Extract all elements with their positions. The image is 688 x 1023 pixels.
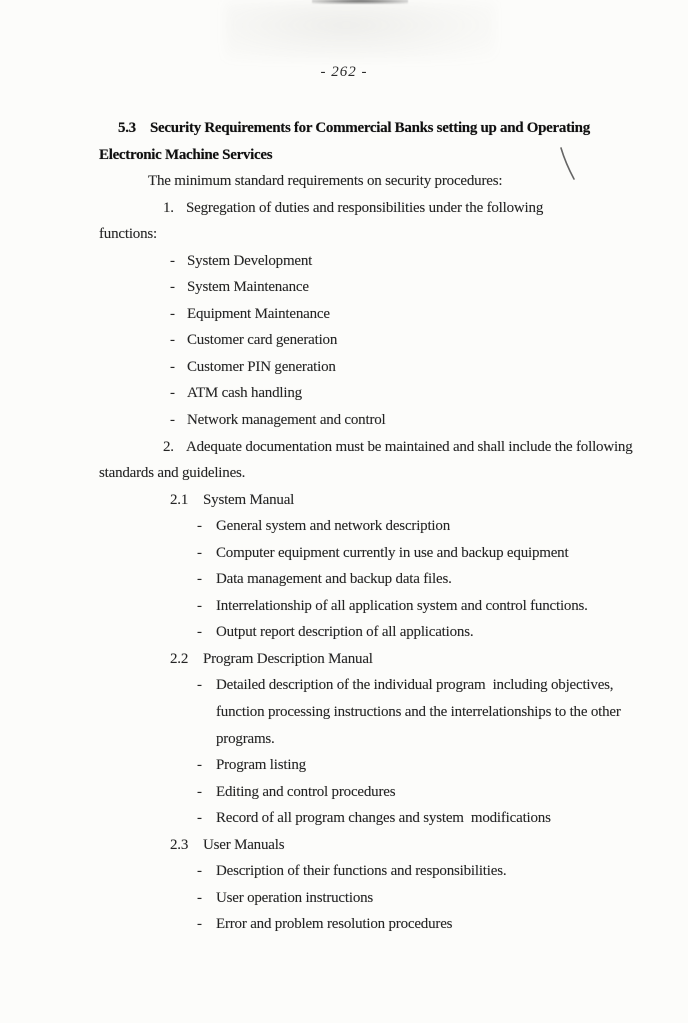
list-item — [99, 805, 658, 832]
function-item-label: Customer PIN generation — [187, 358, 336, 375]
list-item — [99, 779, 658, 806]
dash-bullet: - — [197, 810, 202, 827]
intro-line: The minimum standard requirements on security procedures: — [148, 173, 503, 190]
dash-bullet: - — [197, 863, 202, 880]
subsection-number: 2.3 — [170, 836, 189, 853]
list-item — [99, 540, 658, 567]
sub-item-label: Description of their functions and responsibilities. — [216, 863, 507, 880]
dash-bullet: - — [197, 518, 202, 535]
sub-item-label: Computer equipment currently in use and backup equipment — [216, 544, 569, 561]
sub-item-label: Record of all program changes and system modifications — [216, 810, 551, 827]
item-2-text: Adequate documentation must be maintained and shall include the following — [186, 438, 633, 455]
item-1-number: 1. — [163, 199, 174, 216]
dash-bullet: - — [170, 358, 175, 375]
list-item — [99, 513, 658, 540]
item-1-line2: functions: — [99, 226, 157, 243]
dash-bullet: - — [170, 252, 175, 269]
list-item-continuation: programs. — [216, 730, 275, 747]
dash-bullet: - — [170, 279, 175, 296]
subsection-number: 2.1 — [170, 491, 189, 508]
sub-item-label: Error and problem resolution procedures — [216, 916, 453, 933]
function-item-label: Equipment Maintenance — [187, 305, 330, 322]
list-item — [99, 327, 658, 354]
list-item — [99, 858, 658, 885]
list-item — [99, 672, 658, 699]
dash-bullet: - — [197, 916, 202, 933]
section-title-line1: Security Requirements for Commercial Banks setting up and Operating — [150, 120, 590, 136]
dash-bullet: - — [197, 889, 202, 906]
list-item-continuation: function processing instructions and the interrelationships to the other — [216, 704, 621, 721]
list-item — [99, 380, 658, 407]
dash-bullet: - — [170, 332, 175, 349]
subsection-number: 2.2 — [170, 650, 189, 667]
list-item — [99, 354, 658, 381]
list-item — [99, 248, 658, 275]
item-1-text: Segregation of duties and responsibilities under the following — [186, 199, 544, 216]
subsection-title: System Manual — [203, 491, 295, 508]
document-body — [99, 115, 658, 938]
dash-bullet: - — [197, 624, 202, 641]
item-2-line1 — [99, 434, 658, 461]
sub-item-label: User operation instructions — [216, 889, 374, 906]
dash-bullet: - — [197, 783, 202, 800]
dash-bullet: - — [197, 597, 202, 614]
sub-item-label: General system and network description — [216, 518, 450, 535]
list-item — [99, 911, 658, 938]
dash-bullet: - — [197, 571, 202, 588]
function-item-label: System Maintenance — [187, 279, 309, 296]
subsection-heading — [99, 832, 658, 859]
list-item — [99, 301, 658, 328]
function-item-label: System Development — [187, 252, 313, 269]
scan-smudge — [225, 2, 495, 60]
subsection-title: Program Description Manual — [203, 650, 373, 667]
sub-item-label: Data management and backup data files. — [216, 571, 452, 588]
list-item — [99, 752, 658, 779]
subsection-heading — [99, 646, 658, 673]
sub-item-label: Interrelationship of all application system and control functions. — [216, 597, 588, 614]
function-item-label: ATM cash handling — [187, 385, 302, 402]
dash-bullet: - — [197, 677, 202, 694]
subsection-title: User Manuals — [203, 836, 285, 853]
dash-bullet: - — [197, 757, 202, 774]
subsection-heading — [99, 487, 658, 514]
item-2-number: 2. — [163, 438, 174, 455]
dash-bullet: - — [170, 412, 175, 429]
list-item — [99, 407, 658, 434]
list-item — [99, 885, 658, 912]
list-item — [99, 619, 658, 646]
item-1-line1 — [99, 195, 658, 222]
function-item-label: Customer card generation — [187, 332, 338, 349]
dash-bullet: - — [170, 305, 175, 322]
sub-item-label: Detailed description of the individual program including objectives, — [216, 677, 614, 694]
list-item — [99, 274, 658, 301]
item-2-line2: standards and guidelines. — [99, 465, 246, 482]
sub-item-label: Editing and control procedures — [216, 783, 396, 800]
sub-item-label: Output report description of all applications. — [216, 624, 474, 641]
list-item — [99, 593, 658, 620]
section-heading-line1 — [99, 115, 658, 142]
section-number: 5.3 — [118, 120, 136, 136]
dash-bullet: - — [170, 385, 175, 402]
section-heading-line2: Electronic Machine Services — [99, 146, 273, 163]
dash-bullet: - — [197, 544, 202, 561]
page-number: - 262 - — [320, 64, 368, 80]
list-item — [99, 566, 658, 593]
sub-item-label: Program listing — [216, 757, 306, 774]
function-item-label: Network management and control — [187, 412, 386, 429]
